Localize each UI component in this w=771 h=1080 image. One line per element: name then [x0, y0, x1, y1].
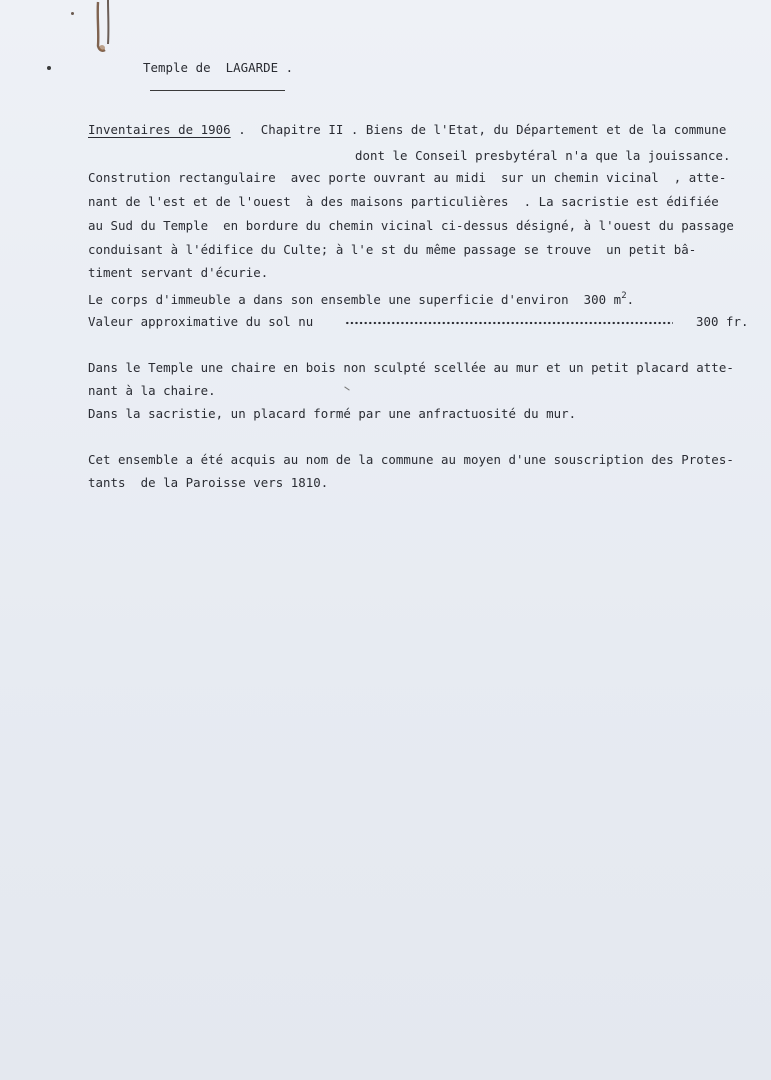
ink-speck	[71, 12, 74, 15]
surface-end: .	[626, 292, 635, 307]
staple-rust-mark	[93, 0, 115, 58]
paragraph2-line: Dans la sacristie, un placard formé par une anfractuosité du mur.	[88, 406, 577, 421]
surface-superscript: 2	[621, 291, 627, 301]
paragraph3-line: tants de la Paroisse vers 1810.	[88, 475, 329, 490]
document-title: Temple de LAGARDE .	[143, 60, 294, 75]
section-heading: Inventaires de 1906	[88, 122, 231, 137]
chapter-line-2: dont le Conseil presbytéral n'a que la jouissance.	[355, 148, 731, 163]
chapter-line-1: Chapitre II . Biens de l'Etat, du Département et de la commune	[245, 122, 727, 137]
valuation-amount: 300 fr.	[696, 314, 749, 329]
surface-text: Le corps d'immeuble a dans son ensemble une superficie d'environ 300 m	[88, 292, 622, 307]
paragraph3-line: Cet ensemble a été acquis au nom de la commune au moyen d'une souscription des Protes-	[88, 452, 734, 467]
paragraph2-line: Dans le Temple une chaire en bois non sculpté scellée au mur et un petit placard atte-	[88, 360, 734, 375]
punch-dot	[47, 66, 51, 70]
valuation-label: Valeur approximative du sol nu	[88, 314, 314, 329]
section-heading-line	[88, 122, 726, 138]
paragraph1-line: au Sud du Temple en bordure du chemin vicinal ci-dessus désigné, à l'ouest du passage	[88, 218, 734, 233]
paragraph1-line: Constrution rectangulaire avec porte ouvrant au midi sur un chemin vicinal , atte-	[88, 170, 727, 185]
title-underline	[150, 90, 285, 91]
surface-line	[88, 288, 634, 308]
section-heading-dot: .	[230, 122, 246, 137]
paragraph1-line: nant de l'est et de l'ouest à des maisons particulières . La sacristie est édifiée	[88, 194, 719, 209]
dotted-leader	[345, 320, 673, 326]
stray-mark	[344, 386, 349, 390]
paragraph1-line: timent servant d'écurie.	[88, 265, 269, 280]
paragraph2-line: nant à la chaire.	[88, 383, 216, 398]
paragraph1-line: conduisant à l'édifice du Culte; à l'e st du même passage se trouve un petit bâ-	[88, 242, 697, 257]
